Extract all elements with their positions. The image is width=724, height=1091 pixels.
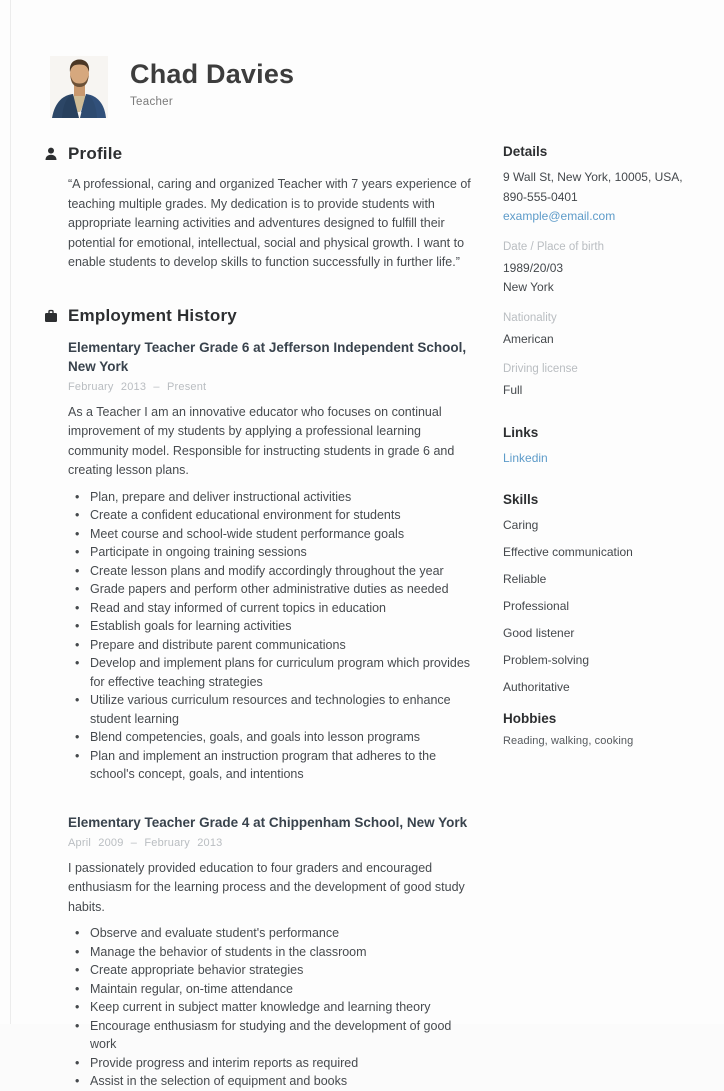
- skills-list: [503, 516, 693, 697]
- main-column: [48, 144, 472, 1091]
- bullet-item: • Provide progress and interim reports as required: [68, 1054, 472, 1073]
- section-employment-history: [48, 306, 472, 1091]
- skill-item: Reliable: [503, 572, 547, 586]
- profile-text: “A professional, caring and organized Teacher with 7 years experience of teaching multiple grades. My dedication is to provide students with appropriate learning activities and adventures designed to fulfill their potential for emotional, intellectual, social and physical growth. I want to enable students to develop skills to function successfully in further life.”: [68, 177, 471, 269]
- links-heading: Links: [503, 424, 539, 440]
- bullet-item: • Manage the behavior of students in the classroom: [68, 943, 472, 962]
- skill-item: Good listener: [503, 626, 575, 640]
- briefcase-icon: [44, 309, 58, 323]
- skill-item: Problem-solving: [503, 653, 590, 667]
- hobbies-heading: Hobbies: [503, 711, 557, 726]
- bullet-item: • Blend competencies, goals, and goals into lesson programs: [68, 728, 472, 747]
- skill-item: Authoritative: [503, 680, 570, 694]
- nationality-label: Nationality: [503, 311, 557, 324]
- bullet-item: • Create appropriate behavior strategies: [68, 961, 472, 980]
- details-heading: Details: [503, 144, 548, 159]
- bullet-item: • Plan and implement an instruction program that adheres to the school's concept, goals, and intentions: [68, 747, 472, 784]
- bullet-item: • Prepare and distribute parent communications: [68, 636, 472, 655]
- address: 9 Wall St, New York, 10005, USA,: [503, 170, 683, 184]
- profile-photo-illustration: [50, 56, 108, 118]
- bullet-item: • Observe and evaluate student's performance: [68, 924, 472, 943]
- job-bullet-list: [68, 924, 472, 1091]
- nationality-value: American: [503, 331, 554, 346]
- job-title: Elementary Teacher Grade 6 at Jefferson Independent School, New York: [68, 339, 467, 374]
- content: [0, 144, 724, 1091]
- identity-block: [130, 56, 294, 108]
- bullet-item: • Create lesson plans and modify accordingly throughout the year: [68, 562, 472, 581]
- job-summary: I passionately provided education to four graders and encouraged enthusiasm for the learning process and the development of good study habits.: [68, 860, 465, 914]
- job-period: April 2009 – February 2013: [68, 836, 223, 849]
- driving-license-value: Full: [503, 383, 523, 397]
- hobbies-text: Reading, walking, cooking: [503, 735, 634, 747]
- bullet-item: • Keep current in subject matter knowledge and learning theory: [68, 998, 472, 1017]
- job-period: February 2013 – Present: [68, 380, 207, 393]
- sidebar-details: [503, 144, 693, 401]
- skill-item: Professional: [503, 599, 570, 613]
- person-icon: [44, 147, 58, 161]
- birth-label: Date / Place of birth: [503, 240, 604, 253]
- bullet-item: • Grade papers and perform other administrative duties as needed: [68, 580, 472, 599]
- job-entry: [68, 813, 472, 1091]
- phone-number: 890-555-0401: [503, 189, 578, 204]
- bullet-item: • Maintain regular, on-time attendance: [68, 980, 472, 999]
- bullet-item: • Meet course and school-wide student performance goals: [68, 525, 472, 544]
- birth-place: New York: [503, 280, 554, 294]
- profile-heading: Profile: [68, 144, 123, 163]
- job-title: Elementary Teacher Grade 4 at Chippenham School, New York: [68, 814, 468, 830]
- person-role: Teacher: [130, 95, 174, 108]
- person-name: Chad Davies: [130, 59, 295, 89]
- bullet-item: • Read and stay informed of current topics in education: [68, 599, 472, 618]
- header: [0, 0, 724, 118]
- job-entry: [68, 338, 472, 784]
- bullet-item: • Plan, prepare and deliver instructional activities: [68, 488, 472, 507]
- skill-item: Caring: [503, 518, 539, 532]
- page-fold-line: [10, 0, 11, 1024]
- bullet-item: • Assist in the selection of equipment and books: [68, 1072, 472, 1091]
- profile-photo: [50, 56, 108, 118]
- skills-heading: Skills: [503, 492, 539, 507]
- bullet-item: • Encourage enthusiasm for studying and the development of good work: [68, 1017, 472, 1054]
- bullet-item: • Develop and implement plans for curriculum program which provides for effective teaching strategies: [68, 654, 472, 691]
- sidebar-hobbies: [503, 711, 693, 747]
- bullet-item: • Create a confident educational environment for students: [68, 506, 472, 525]
- birth-date: 1989/20/03: [503, 260, 564, 275]
- bullet-item: • Establish goals for learning activities: [68, 617, 472, 636]
- driving-license-label: Driving license: [503, 363, 578, 375]
- skill-item: Effective communication: [503, 545, 633, 559]
- bullet-item: • Participate in ongoing training sessions: [68, 543, 472, 562]
- section-profile: [48, 144, 472, 273]
- sidebar-skills: [503, 492, 693, 697]
- employment-heading: Employment History: [68, 305, 237, 325]
- sidebar-links: [503, 425, 693, 469]
- linkedin-link[interactable]: Linkedin: [503, 450, 548, 465]
- email-link[interactable]: example@email.com: [503, 209, 616, 223]
- sidebar: [503, 144, 693, 1091]
- job-summary: As a Teacher I am an innovative educator who focuses on continual improvement of my students by applying a professional learning community model. Responsible for instructing students in grade 6 and creating lesson plans.: [68, 404, 455, 477]
- job-bullet-list: [68, 488, 472, 784]
- bullet-item: • Utilize various curriculum resources and technologies to enhance student learning: [68, 691, 472, 728]
